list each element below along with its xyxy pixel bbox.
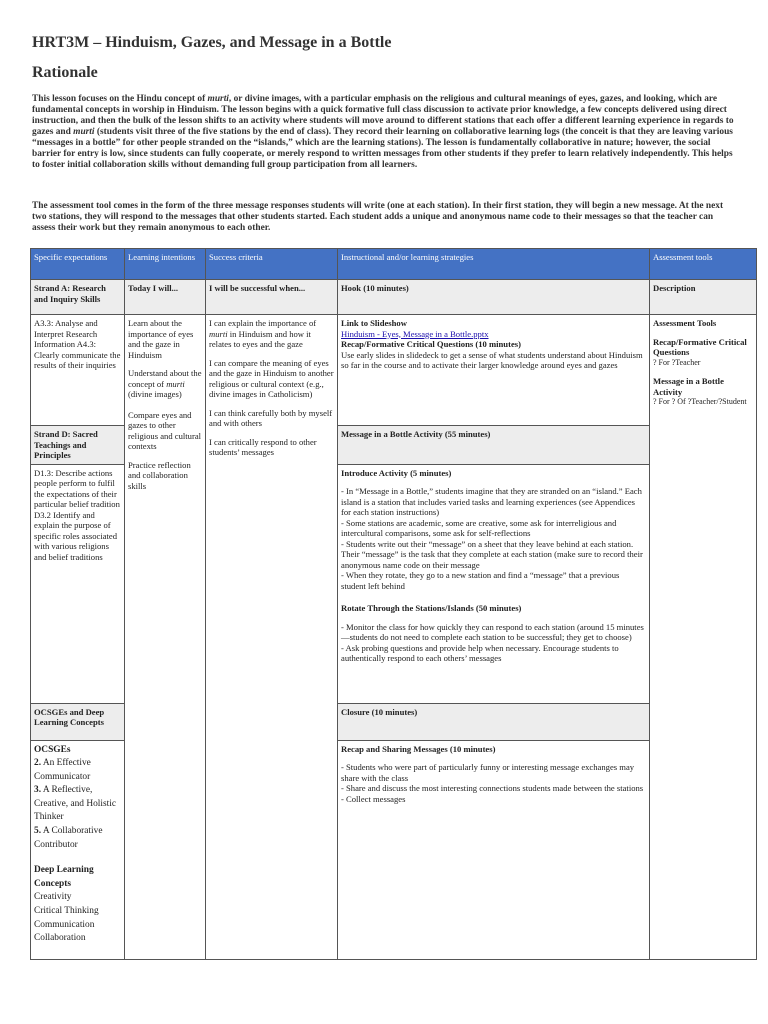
ocsge-number: 3. — [34, 785, 42, 796]
ocsge-item — [34, 825, 121, 852]
ocsge-text: A Reflective, Creative, and Holistic Thinker — [34, 785, 117, 823]
ocsge-item — [34, 757, 121, 784]
success-text: I can explain the importance of — [209, 318, 317, 328]
intro-step-3: - Students write out their “message” on a sheet that they leave behind at each station. Their “message” is the task that they complete at each station (make sure to record their anonymous name code on their message — [341, 538, 643, 570]
recap-sharing-step-2: - Share and discuss the most interesting connections students made between the stations — [341, 783, 644, 793]
success-criterion-4: I can critically respond to other students’ messages — [209, 436, 317, 457]
success-criterion-3: I can think carefully both by myself and with others — [209, 407, 333, 428]
table-header-row — [31, 249, 757, 280]
learning-term: murti — [166, 378, 185, 389]
header-assessment-tools: Assessment tools — [650, 249, 757, 280]
strand-d-heading: Strand D: Sacred Teachings and Principles — [31, 426, 125, 465]
learning-intention-1: Learn about the importance of eyes and the gaze in Hinduism — [128, 318, 194, 360]
rotate-title: Rotate Through the Stations/Islands (50 minutes) — [341, 603, 522, 613]
deep-learning-item: Collaboration — [34, 933, 86, 944]
learning-intentions-cell — [125, 315, 206, 704]
learning-intention-4: Practice reflection and collaboration skills — [128, 459, 191, 491]
rationale-paragraph-1 — [32, 94, 736, 171]
rationale-term: murti — [73, 127, 95, 137]
recap-assessment-checks: ? For ?Teacher — [653, 357, 701, 367]
table-row — [31, 703, 757, 740]
learning-text: Understand about the concept of — [128, 368, 202, 389]
rationale-paragraph-2: The assessment tool comes in the form of the three message responses students will write (one at each station). In their first station, they will begin a new message. At the next two stations, they will respond to the messages that other students started. Each student adds a unique and anonymous name code to their messages so that the teacher can assess their work but they remain anonymous to each other. — [32, 201, 724, 233]
success-criterion-1 — [209, 318, 334, 350]
activity-heading: Message in a Bottle Activity (55 minutes) — [338, 426, 650, 465]
hook-heading: Hook (10 minutes) — [338, 280, 650, 315]
assessment-tools-cell — [650, 315, 757, 704]
deep-learning-item: Creativity — [34, 892, 72, 903]
rationale-text: This lesson focuses on the Hindu concept of — [32, 94, 208, 104]
recap-sharing-title: Recap and Sharing Messages (10 minutes) — [341, 743, 496, 754]
table-row — [31, 280, 757, 315]
page-title: HRT3M – Hinduism, Gazes, and Message in a Bottle — [32, 34, 392, 51]
description-heading: Description — [650, 280, 757, 315]
learning-text: (divine images) — [128, 389, 182, 399]
recap-assessment-label: Recap/Formative Critical Questions — [653, 336, 747, 357]
intro-step-2: - Some stations are academic, some are creative, some ask for interreligious and intercultural comparisons, some ask for self-reflections — [341, 517, 617, 538]
ocsge-item — [34, 784, 121, 825]
strand-d-expectations: D1.3: Describe actions people perform to fulfil the expectations of their particular belief tradition D3.2 Identify and explain the purpose of specific roles associated with various religions and belief traditions — [31, 464, 125, 703]
hook-details — [338, 315, 650, 426]
learning-intention-2 — [128, 368, 202, 400]
success-term: murti — [209, 328, 228, 339]
success-criteria-continued — [206, 703, 338, 959]
lesson-plan-table — [30, 248, 757, 960]
ocsge-text: A Collaborative Contributor — [34, 826, 103, 850]
ocsge-title: OCSGEs — [34, 744, 71, 755]
strand-a-heading: Strand A: Research and Inquiry Skills — [31, 280, 125, 315]
ocsge-text: An Effective Communicator — [34, 758, 91, 782]
rotate-step-2: - Ask probing questions and provide help when necessary. Encourage students to authentically respond to each others’ messages — [341, 642, 619, 663]
message-assessment-checks: ? For ? Of ?Teacher/?Student — [653, 397, 747, 406]
intro-step-4: - When they rotate, they go to a new station and find a “message” that a previous student left behind — [341, 570, 620, 591]
recap-sharing-details — [338, 740, 650, 959]
success-text: in Hinduism and how it relates to eyes and the gaze — [209, 328, 311, 349]
table-row — [31, 315, 757, 426]
today-i-will: Today I will... — [125, 280, 206, 315]
header-success-criteria: Success criteria — [206, 249, 338, 280]
deep-learning-title: Deep Learning Concepts — [34, 865, 94, 889]
header-instructional-strategies: Instructional and/or learning strategies — [338, 249, 650, 280]
recap-text: Use early slides in slidedeck to get a sense of what students understand about Hinduism so far in the course and to activate their larger knowledge around eyes and gazes — [341, 349, 643, 370]
assessment-tools-label: Assessment Tools — [653, 318, 717, 328]
slideshow-link-label: Link to Slideshow — [341, 318, 407, 328]
slideshow-link[interactable]: Hinduism - Eyes, Message in a Bottle.pptx — [341, 328, 489, 339]
success-criterion-2: I can compare the meaning of eyes and the gaze in Hinduism to another religious or cultural context (e.g., divine images in Catholicism) — [209, 357, 334, 399]
intro-activity-title: Introduce Activity (5 minutes) — [341, 467, 452, 478]
header-specific-expectations: Specific expectations — [31, 249, 125, 280]
ocsge-number: 5. — [34, 826, 42, 837]
header-learning-intentions: Learning intentions — [125, 249, 206, 280]
strand-a-expectations: A3.3: Analyse and Interpret Research Information A4.3: Clearly communicate the results of their inquiries — [31, 315, 125, 426]
message-assessment-label: Message in a Bottle Activity — [653, 376, 724, 397]
ocsge-list — [31, 740, 125, 959]
recap-title: Recap/Formative Critical Questions (10 minutes) — [341, 339, 521, 349]
learning-intentions-continued — [125, 703, 206, 959]
rotate-step-1: - Monitor the class for how quickly they can respond to each station (around 15 minutes—students do not need to complete each station to be successful; they get to choose) — [341, 621, 644, 642]
success-criteria-cell — [206, 315, 338, 704]
rationale-text: (students visit three of the five stations by the end of class). They record their learning on collaborative learning logs (the conceit is that they are leaving various “messages in a bottle” for other people stranded on the “islands,” which are the learning stations). The lesson is fundamentally collaborative in nature; however, the social barrier for entry is low, since students can fully cooperate, or merely respond to written messages from other students if they prefer to learn relatively independently. This helps to foster initial collaboration skills without demanding full group participation from all learners. — [32, 127, 733, 170]
intro-step-1: - In “Message in a Bottle,” students imagine that they are stranded on an “island.” Each island is a station that includes varied tasks and learning experiences (see Appendices for each station instructions) — [341, 486, 642, 517]
activity-details — [338, 464, 650, 703]
rationale-text: , or divine images, with a particular emphasis on the religious and cultural meanings of eyes, gazes, and looking, which are fundamental concepts in worship in Hinduism. The lesson begins with a quick formative full class discussion to activate prior knowledge, a few concepts delivered using direct instruction, and then the bulk of the lesson shifts to an activity where students will move around to different stations that each offer a different learning experience in regards to gazes and — [32, 94, 734, 137]
recap-sharing-step-3: - Collect messages — [341, 793, 406, 804]
recap-sharing-step-1: - Students who were part of particularly funny or interesting message exchanges may share with the class — [341, 762, 635, 783]
ocsge-heading: OCSGEs and Deep Learning Concepts — [31, 703, 125, 740]
deep-learning-item: Communication — [34, 919, 95, 930]
assessment-tools-continued — [650, 703, 757, 959]
rationale-term: murti — [207, 94, 229, 104]
closure-heading: Closure (10 minutes) — [338, 703, 650, 740]
deep-learning-item: Critical Thinking — [34, 906, 99, 917]
learning-intention-3: Compare eyes and gazes to other religious and cultural contexts — [128, 409, 202, 451]
rationale-heading: Rationale — [32, 64, 98, 81]
ocsge-number: 2. — [34, 758, 42, 769]
successful-when: I will be successful when... — [206, 280, 338, 315]
